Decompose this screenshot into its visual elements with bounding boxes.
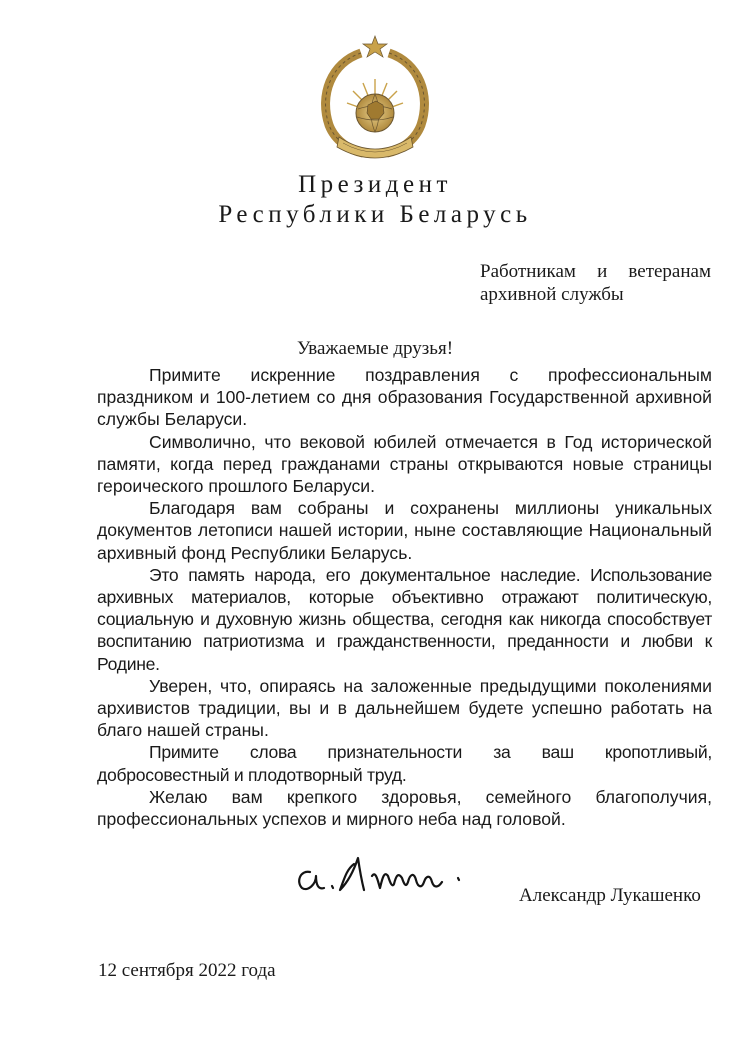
president-title: Президент [298, 171, 452, 198]
paragraph: Желаю вам крепкого здоровья, семейного благополучия, профессиональных успехов и мирного неба над головой. [97, 786, 712, 830]
letter-body [97, 364, 712, 830]
signer-name: Александр Лукашенко [519, 885, 701, 906]
addressee-line-1: Работникам и ветеранам [480, 261, 711, 282]
republic-title: Республики Беларусь [218, 201, 532, 228]
paragraph: Примите слова признательности за ваш кропотливый, добросовестный и плодотворный труд. [97, 742, 712, 785]
addressee-line-2: архивной службы [480, 284, 624, 305]
paragraph: Благодаря вам собраны и сохранены миллионы уникальных документов летописи нашей истории, ныне составляющие Национальный архивный фонд Республики Беларусь. [97, 498, 712, 563]
paragraph: Символично, что вековой юбилей отмечается в Год исторической памяти, когда перед гражданами страны открываются новые страницы героического прошлого Беларуси. [97, 431, 712, 497]
handwritten-signature [292, 848, 478, 900]
paragraph: Уверен, что, опираясь на заложенные предыдущими поколениями архивистов традиции, вы и в дальнейшем будете успешно работать на благо нашей страны. [97, 675, 712, 741]
paragraph: Примите искренние поздравления с профессиональным праздником и 100-летием со дня образования Государственной архивной службы Беларуси. [97, 365, 712, 430]
letter-date: 12 сентября 2022 года [98, 960, 276, 981]
coat-of-arms-emblem [313, 33, 437, 161]
addressee [480, 260, 711, 306]
paragraph: Это память народа, его документальное наследие. Использование архивных материалов, которые объективно отражают политическую, социальную и духовную жизнь общества, сегодня как никогда способствует воспитанию патриотизма и гражданственности, преданности и любви к Родине. [97, 564, 712, 674]
greeting: Уважаемые друзья! [296, 338, 454, 359]
